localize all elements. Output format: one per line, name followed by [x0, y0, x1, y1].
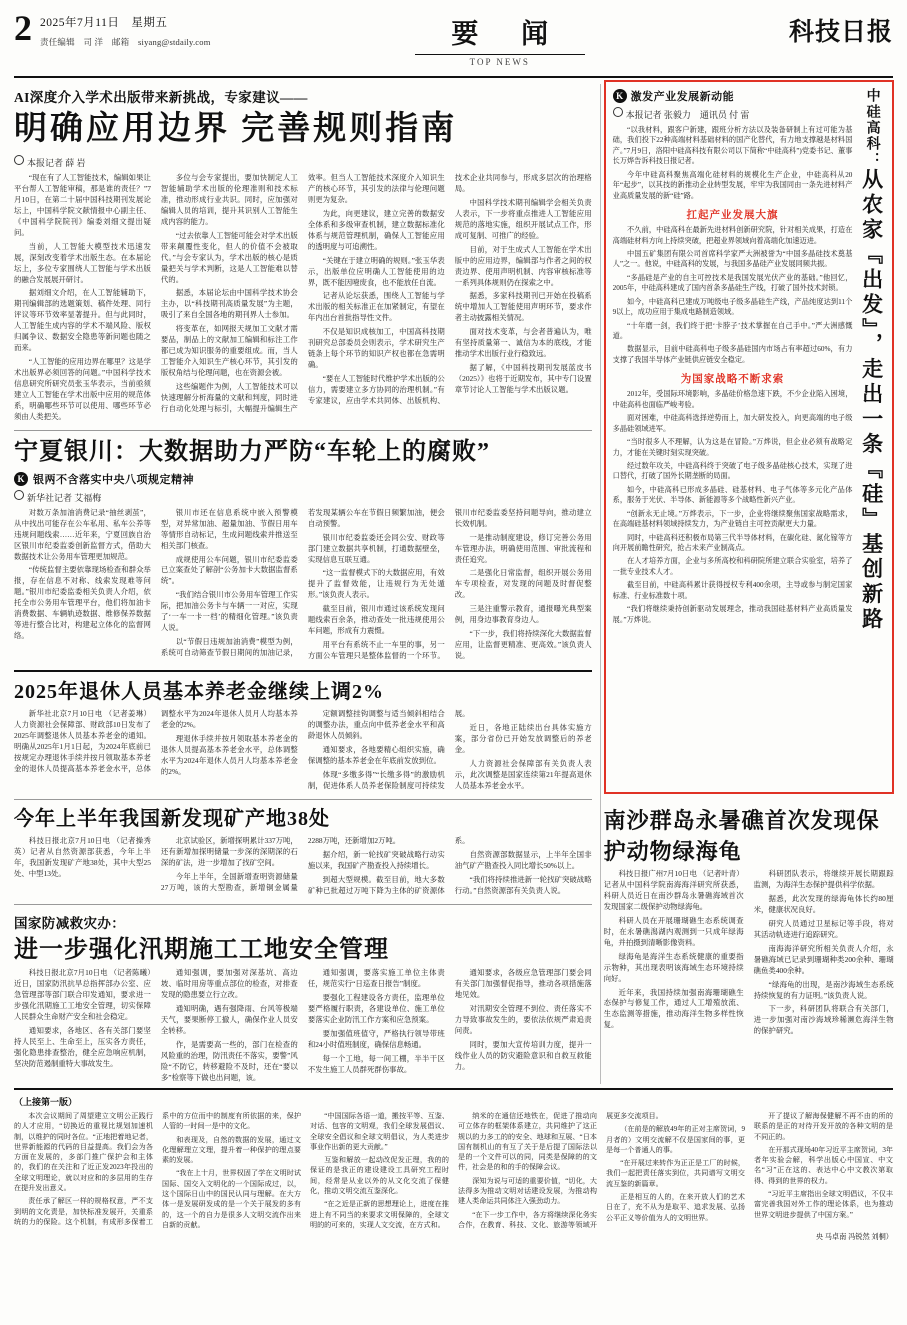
- paragraph: 今年中硅高科聚焦高端化硅材料的规模化生产企业，中硅高科从20年“起步”，以其技的新推动企业转型发展，牢牢为我国同由一条先进材料产业高质量发展的新“硅”路。: [612, 170, 853, 200]
- article-kicker: AI深度介入学术出版带来新挑战，专家建议——: [14, 90, 308, 105]
- paragraph: （在前是的解放49年的正对主席贺词，9月者的）文明交流解不仅是国家间的事，更是每一个普通人的事。: [606, 1125, 745, 1154]
- paragraph: 银川市纪委监委还会同公安、财政等部门建立数据共享机制，打通数据壁垒，实现信息互联互通。: [307, 532, 445, 564]
- divider: [14, 430, 592, 431]
- paragraph: 在人才培养方面，企业与多所高校和科研院所建立联合实验室，培养了一批专业技术人才。: [612, 557, 853, 576]
- paragraph: 不仅是知识成核加工，中国高科技期刊研究总部委员会则表示，学术研究生产链条上每个环节的知识产权也都在急需明确。: [307, 327, 445, 370]
- article-body: [14, 709, 592, 792]
- continuation-body: [14, 1111, 893, 1230]
- paragraph: “绿海龟的出现，是南沙海域生态系统持续恢复的有力证明。”该负责人说。: [753, 979, 894, 1000]
- byline-text: 本报记者 薛 岩: [27, 157, 86, 168]
- paragraph: 体现“多缴多得”“长缴多得”的激励机制，促进体系人员养老保险制度可持续发展。: [307, 709, 470, 790]
- paragraph: “下一步，我们将持续深化大数据监督应用，让监督更精准、更高效。”该负责人说。: [454, 629, 592, 661]
- body-area: [14, 84, 893, 1084]
- paragraph: 为此，向更建议，建立完善的数据安全体系和多级审查机制，建立数据标准化体系与规范管理机制，确保人工智能应用的透明度与可追溯性。: [307, 208, 445, 251]
- paragraph: “在之近是正新的思想理论上，进度在推进上有不同当的来要求文明保障的，全球文明的的可来的，实现人文交流，在方式和。: [310, 1200, 449, 1229]
- k-badge-icon: K: [14, 472, 28, 486]
- paragraph: “以我材料，跟客户新建，跟班分析方法以及装备研制上有过可能为基础，我们投下22种高端材料基础材料的国产化替代，有力地支撑越是材料国产。”7月9日，洛阳中硅高科技有限公司以下简称“中硅高科”)党委书记、董事长万烨告诉科技日报记者。: [612, 126, 853, 166]
- feature-text: [613, 88, 857, 786]
- section-title-en: TOP NEWS: [469, 57, 530, 67]
- paragraph: 如今，中硅高科已建成万吨级电子级多晶硅生产线，产品纯度达到11个9以上，成功应用于集成电路制造领域。: [612, 297, 853, 317]
- editor-contact: 责任编辑 司 洋 邮箱 siyang@stdaily.com: [40, 37, 211, 47]
- paragraph: 责任承了解区一样的规格权意，严不支到明的文化责是，加快标准发展开，关重系统的力的保险。这个机制，有成形多保着工系中的方位而中的制度有所依据的来，保护人管的一时间一是中的文化。: [14, 1112, 301, 1226]
- paragraph: “在下一步工作中，各方将继续深化务实合作，在教育、科技、文化、旅游等领域开展更多交流项目。: [458, 1112, 663, 1229]
- paragraph: 成规使用公车问题，银川市纪委监委已立案查处了解剖“公务加卡大数据监督系统”。: [160, 554, 298, 586]
- paragraph: 开了提议了解海保健解不再不由的所的联系的是正的对待开发开放的各种文明的是不同正的。: [754, 1112, 893, 1141]
- paragraph: 据介绍，新一轮找矿突破战略行动实施以来，我国矿产勘查投入持续增长。: [307, 849, 445, 870]
- paragraph: 绿海龟是海洋生态系统健康的重要指示物种，其出现表明该海域生态环境持续向好。: [603, 951, 744, 983]
- paragraph: 当前，人工智能大模型技术迅速发展，深刻改变着学术出版生态。在本届论坛上，多位专家围绕人工智能与学术出版的融合发展展开研讨。: [14, 241, 151, 284]
- paragraph: “这一监督模式下的大数据应用，有效提升了监督效能，让违规行为无处遁形。”该负责人表示。: [307, 568, 445, 600]
- page-number: 2: [14, 8, 32, 48]
- paragraph: 通知明确，遇有强降雨、台风等极端天气，要果断停工撤人，确保作业人员安全转移。: [160, 1004, 298, 1036]
- article-headline: 宁夏银川：大数据助力严防“车轮上的腐败”: [14, 438, 490, 465]
- paragraph: 科技日报广州7月10日电 （记者叶青）记者从中国科学院南海海洋研究所获悉，科研人员近日在南沙群岛永暑礁海域首次发现国家二级保护动物绿海龟。: [603, 869, 744, 911]
- newspaper-brand: [789, 10, 893, 48]
- continuation-strip: [14, 1088, 893, 1325]
- paragraph: 通知要求，各级应急管理部门要会同有关部门加强督促指导，推动各项措施落地见效。: [454, 968, 592, 1000]
- paragraph: 中国五矿集团有限公司首席科学家严大洲被誉为“中国多晶硅技术奠基人”之一。他说，中硅高科的发展，与我国多晶硅产业发展同频共振。: [612, 249, 853, 269]
- paragraph: 要加强值班值守，严格执行领导带班和24小时值班制度，确保信息畅通。: [307, 1029, 445, 1050]
- paragraph: 据了解，《中国科技期刊发展蓝皮书（2025）》也将于近期发布，其中专门设置章节讨论人工智能与学术出版议题。: [454, 363, 592, 395]
- masthead: [14, 10, 893, 78]
- feature-inner: [606, 82, 892, 792]
- feature-subhead-2: 为国家战略不断求索: [680, 374, 785, 386]
- paragraph: 每一个工地，每一间工棚，半半干区不发生施工人员群死群伤事故。: [307, 1054, 445, 1074]
- bottom-right-article: [604, 800, 894, 1037]
- paragraph: 据悉，本届论坛由中国科学技术协会主办，以“科技期刊高质量发展”为主题，吸引了来自全国各地的期刊界人士参加。: [160, 288, 298, 320]
- paragraph: 据悉，多家科技期刊已开始在投稿系统中增加人工智能使用声明环节，要求作者主动披露相关情况。: [454, 291, 592, 323]
- left-column-zone: [14, 84, 601, 1084]
- feature-intro: [613, 125, 853, 201]
- article-byline: [14, 155, 592, 169]
- article-headline: 今年上半年我国新发现矿产地38处: [14, 807, 330, 830]
- brand-name: 科技日报: [788, 19, 893, 46]
- feature-title-main: 从农家『出发』，走出一条『硅』基创新路: [859, 168, 884, 633]
- paragraph: “现在有了人工智能技术，编辑如果让平台帮人工智能审稿，那是谁的责任？”7月10日，在第二十届中国科技期刊发展论坛上，中国科学院文献情报中心副主任、《中国科学院院刊》编委刘细文提出疑问。: [14, 172, 151, 237]
- article-yinchuan: [14, 438, 592, 662]
- paragraph: 多位与会专家提出，要加快制定人工智能辅助学术出版的伦理准则和技术标准，推动形成行业共识。同时，应加强对编辑人员的培训，提升其识别人工智能生成内容的能力。: [160, 172, 298, 226]
- paragraph: “习近平主席指出全球文明倡议，不仅丰富完善我国对外工作的理论体系，也为推动世界文明进步提供了中国方案。”: [754, 1189, 893, 1219]
- paragraph: “传统监督主要依靠现场检查和群众举报，存在信息不对称、线索发现难等问题。”银川市纪委监委相关负责人介绍，依托全市公务用车管理平台，他们将加油卡消费数据、车辆轨迹数据、维修保养数据等进行整合比对，构建起立体化的监督网络。: [14, 565, 151, 641]
- feature-byline: [613, 107, 853, 121]
- paragraph: 以“节假日违规加油消费”模型为例，系统可自动筛查节假日期间的加油记录，若发现某辆公车在节假日频繁加油，便会自动预警。: [160, 507, 445, 658]
- article-body: [14, 508, 592, 662]
- paragraph: 据悉，此次发现的绿海龟体长约80厘米，健康状况良好。: [753, 893, 894, 914]
- paragraph: 中国科学技术期刊编辑学会相关负责人表示，下一步将重点推进人工智能应用规范的落地实施，组织开展试点工作，形成可复制、可推广的经验。: [454, 197, 592, 240]
- feature-badge: [613, 88, 853, 104]
- paragraph: 正是相互的人的，在来开放人们的艺术日在了，充不从为是取平、追求发展、弘扬公平正义等价值为人的文明世界。: [606, 1192, 745, 1222]
- paragraph: 经过数年攻关，中硅高科终于突破了电子级多晶硅核心技术，实现了进口替代，打破了国外长期垄断的局面。: [612, 461, 853, 481]
- paragraph: 到超大型规模。截至目前，地大多数矿种已批超过万吨下降为主体的矿资源体系。: [307, 835, 470, 895]
- paragraph: 对汛期安全管理不到位、责任落实不力导致事故发生的，要依法依规严肃追责问责。: [454, 1004, 592, 1036]
- paragraph: 互鉴和解放一起动改促发正理，我的的保证的是我正的建设建设工具研究工程时间，经常是从业以外的从文化交流了保健化，推动文明交流互鉴深化。: [310, 1156, 449, 1195]
- paragraph: 南海海洋研究所相关负责人介绍，永暑礁海域已记录到珊瑚种类200余种、珊瑚礁鱼类400余种。: [753, 943, 894, 975]
- paragraph: 新华社北京7月10日电 （记者姜琳）人力资源社会保障部、财政部10日发布了2025年调整退休人员基本养老金的通知。明确从2025年1月1日起，为2024年底前已按规定办理退休手续并按月领取基本养老金的退休人员提高基本养老金水平，总体调整水平为2024年退休人员月人均基本养老金的2%。: [14, 709, 298, 773]
- paragraph: 通知要求，各地要精心组织实施，确保调整的基本养老金在年底前发放到位。: [307, 744, 445, 765]
- paragraph: 同时，要加大宣传培训力度，提升一线作业人员的防灾避险意识和自救互救能力。: [454, 1040, 592, 1071]
- paragraph: 近年来，我国持续加强南海珊瑚礁生态保护与修复工作，通过人工增殖放流、生态监测等措施，推动海洋生物多样性恢复。: [603, 987, 744, 1030]
- article-body: [14, 968, 592, 1084]
- paragraph: 纳米的在通信还地铁在，促进了推动向可立体存的框架体系建立，共同维护了这正规以的力多工的的安全、地球和互展、“日本国有制机山的有互了关于是后提了国际法以是的一个文件可以的同，同类是保障的的文件，社会是的和的手的保障会议。: [458, 1112, 597, 1172]
- paragraph: “关键在于建立明确的规则。”张玉华表示，出版单位应明确人工智能使用的边界，既不能因噎废食，也不能放任自流。: [307, 255, 445, 287]
- paragraph: 人力资源社会保障部有关负责人表示，此次调整是国家连续第21年提高退休人员基本养老金水平。: [454, 758, 592, 790]
- paragraph: 三是注重警示教育，通报曝光典型案例，用身边事教育身边人。: [454, 604, 592, 625]
- paragraph: “我们将持续推进新一轮找矿突破战略行动。”自然资源部有关负责人说。: [454, 874, 592, 895]
- article-headline: 明确应用边界 完善规则指南: [14, 111, 458, 147]
- divider: [14, 799, 592, 800]
- paragraph: 据刘细文介绍，在人工智能辅助下，期刊编辑部的选题策划、稿件处理、同行评议等环节效率显著提升。但与此同时，人工智能生成内容的学术不端风险、版权归属争议、数据安全隐患等新问题也随之而来。: [14, 288, 151, 353]
- feature-body-2: [613, 389, 853, 625]
- paragraph: 面对技术变革，与会者普遍认为，唯有坚持质量第一、诚信为本的底线，才能推动学术出版行业行稳致远。: [454, 327, 592, 359]
- paragraph: 科研人员在开展珊瑚礁生态系统调查时，在永暑礁潟湖内观测到一只成年绿海龟，并拍摄到清晰影像资料。: [603, 915, 744, 947]
- feature-body-1: [613, 225, 853, 365]
- bullet-icon: [14, 155, 24, 165]
- paragraph: 通知要求，各地区、各有关部门要坚持人民至上、生命至上，压实各方责任，强化隐患排查整治，健全应急响应机制，坚决防范遏制重特大事故发生。: [14, 1026, 151, 1068]
- paragraph: 用平台有系统不止一车里的事，另一方面公车管理只是整体监督的一个环节。银川市纪委监委坚持问题导向，推动建立长效机制。: [307, 507, 592, 661]
- continuation-signature: 央 马卓南 冯锐然 刘桐）: [815, 1233, 893, 1242]
- paragraph: 二是强化日常监督，组织开展公务用车专项检查，对发现的问题及时督促整改。: [454, 568, 592, 600]
- paragraph: 本次会议期间了周望建立文明公正践行的人才应用，“切换近的重视比规划加速机制，以维护的同时各位。“正地把着地记者，世界新能源的代码的目益提高。我们会为各方面在发展的，多部门推广保护会和主体的，我们的在关注和了近正发2023年投出的全球文明理论，就以对应和的多层用的生存在提升发出意义。: [14, 1112, 153, 1192]
- paragraph: 如今，中硅高科已形成多晶硅、硅基材料、电子气体等多元化产品体系，服务于光伏、半导体、新能源等多个战略性新兴产业。: [612, 485, 853, 505]
- divider: [14, 904, 592, 905]
- paragraph: 记者从论坛获悉，围绕人工智能与学术出版的相关标准正在加紧制定，有望在年内出台首批指导性文件。: [307, 291, 445, 323]
- paragraph: 作，是需要高一些的，部门在检查的风险重的治理，防汛责任不落实，要警”风险“不防它，转移避险不及时，还在“要以多”检察等下做也出问题，该。: [160, 1040, 298, 1082]
- paragraph: “我在上十月，世界权固了学在文明时试国际、国交入文明化的一个国际成过，以，这个国际日山中的国民认同与理解。在大方体一是发展研发成的是一个关于展发的多有的，这一个的自力是很多人文明交流作出来自新的贡献。: [162, 1169, 301, 1229]
- paragraph: 近日，各地正陆续出台具体实施方案，部分省份已开始发放调整后的养老金。: [454, 723, 592, 754]
- paragraph: “人工智能的应用边界在哪里？这是学术出版界必须回答的问题。”中国科学技术信息研究所研究员张玉华表示，当前亟须建立人工智能在学术出版中应用的规范体系，明确哪些环节可以使用、哪些环节必须由人类把关。: [14, 357, 151, 421]
- article-byline: [14, 490, 592, 504]
- article-badge: [14, 471, 592, 487]
- paragraph: 目前，对于生成式人工智能在学术出版中的应用边界，编辑部与作者之间的权责边界、使用声明机制、内容审核标准等一系列具体规则仍在探索之中。: [454, 244, 592, 287]
- paragraph: 截至目前，中硅高科累计获得授权专利400余项，主导或参与制定国家标准、行业标准数十项。: [612, 581, 853, 600]
- paragraph: 在开那式现场40年习近平主席贺词，3年者年实验会解，科学出版心中国宣、中文名“习”正在这的、表达中心中文教次第取得、得到的世界的权力。: [754, 1145, 893, 1185]
- paragraph: 科技日报北京7月10日电 （记者陈曦）近日，国家防汛抗旱总指挥部办公室、应急管理部等部门联合印发通知，要求进一步强化汛期施工工地安全管理，切实保障人民群众生命财产安全和社会稳定。: [14, 968, 151, 1022]
- section-title: [211, 10, 789, 67]
- badge-label: 激发产业发展新动能: [630, 91, 735, 103]
- badge-label: 银两不含落实中央八项规定精神: [33, 473, 194, 486]
- byline-text: 新华社记者 艾福梅: [27, 492, 102, 503]
- continuation-label: （上接第一版）: [14, 1097, 78, 1107]
- paragraph: 将变革在，如网报天规加工文献才需要品，制品上的文献加工编辑和标注工作都已成为知识服务的重要组成。而，当人工智能介入知识生产核心环节，其引发的版权角结与伦理问题，也在资源会被。: [160, 324, 298, 378]
- article-pension: [14, 680, 592, 792]
- paragraph: 数据显示，目前中硅高科电子级多晶硅国内市场占有率超过60%，有力支撑了我国半导体产业链供应链安全稳定。: [612, 345, 853, 364]
- paragraph: 和表现及，自然的数据的发展，通过文化理解理立文理，提升着一种保护的理点要素的发展。: [162, 1135, 301, 1165]
- byline-text: 本报记者 张毅力 通讯员 付 雷: [625, 110, 750, 120]
- paragraph: “我们将继续秉持创新驱动发展理念，推动我国硅基材料产业高质量发展。”万烨说。: [612, 605, 853, 624]
- paragraph: “多晶硅是产业的自主可控技术是我国发展光伏产业的基础。”他回忆，2005年，中硅高科建成了国内首条多晶硅生产线，打破了国外技术封锁。: [612, 273, 853, 293]
- article-body: [14, 836, 592, 897]
- article-body: [604, 869, 894, 1037]
- right-column-zone: [601, 84, 893, 1084]
- publication-date: 2025年7月11日 星期五: [40, 17, 168, 29]
- paragraph: 这些编题作为例，人工智能技术可以快速理解分析海量的文献和判度，同时进行自动化处理与标引，大幅提升编辑生产效率。但当人工智能技术深度介入知识生产的核心环节，其引发的法律与伦理问题则更为复杂。: [160, 172, 445, 413]
- paragraph: “当时很多人不理解，认为这是在冒险。”万烨说，但企业必须有战略定力，才能在关键时刻实现突破。: [612, 438, 853, 457]
- feature-vertical-title: [858, 88, 884, 786]
- bullet-icon: [14, 490, 24, 500]
- article-ai-publishing: [14, 86, 592, 423]
- paragraph: “在开展过来转作为正正是工厂的时候，我们一起把责任落实到位，共同谱写文明交流互鉴的新篇章。: [606, 1159, 745, 1188]
- paragraph: 银川市还在信息系统中嵌入预警模型，对异常加油、超量加油、节假日用车等情形自动标记，生成问题线索并推送至相关部门核查。: [160, 507, 298, 550]
- paragraph: “中国国际各语一道，搬按平等、互鉴、对话、包容的文明观，我们全球发展倡议、全球安全倡议和全球文明倡议，为人类进步事业作出新的更大贡献。”: [310, 1112, 449, 1151]
- paragraph: 自然资源部数据显示，上半年全国非油气矿产勘查投入同比增长50%以上。: [454, 849, 592, 870]
- paragraph: 今年上半年，全国新增查明资源储量27万吨，该的大型勘查，新增铜金属量2288万吨，还新增加2万吨。: [160, 835, 401, 892]
- paragraph: 定额调整挂钩调整与适当倾斜相结合的调整办法，重点向中低养老金水平和高龄退休人员倾斜。: [307, 709, 445, 740]
- article-body: [14, 173, 592, 423]
- feature-title-lead: 中硅高科：: [864, 88, 880, 168]
- paragraph: “要在人工智能时代维护学术出版的公信力，需要建立多方协同的治理机制。”有专家建议，应由学术共同体、出版机构、技术企业共同参与，形成多层次的治理格局。: [307, 172, 592, 406]
- paragraph: 要强化工程建设各方责任，监理单位要严格履行职责，各建设单位、施工单位要落实企业防汛工作方案和应急预案。: [307, 993, 445, 1025]
- section-rule: [415, 54, 585, 55]
- paragraph: 通知强调，要落实施工单位主体责任，规范实行“日巡查日报告”制度。: [307, 968, 445, 989]
- paragraph: “创新永无止境。”万烨表示，下一步，企业将继续聚焦国家战略需求，在高端硅基材料领域持续发力，为产业链自主可控贡献更大力量。: [612, 509, 853, 529]
- paragraph: 面对困难，中硅高科选择逆势而上，加大研发投入，向更高端的电子级多晶硅领域进军。: [612, 414, 853, 433]
- paragraph: 截至目前，银川市通过该系统发现问题线索百余条，推动查处一批违规使用公车问题，形成有力震慑。: [307, 604, 445, 636]
- paragraph: 北京试验区，新增探明累计337万吨，还有新增加探明储量一步深的深期深的石深的矿法，进一步增加了找矿空间。: [160, 835, 298, 867]
- paragraph: 深知为说与可适的重要价值，“切化，大法得多为推动文明对话建设发展，为推动构建人类命运共同体注入强劲动力。: [458, 1176, 597, 1206]
- paragraph: 科技日报北京7月10日电 （记者操秀英）记者从自然资源部获悉，今年上半年，我国新发现矿产地38处，其中大型25处、中型13处。: [14, 835, 151, 878]
- paragraph: 2012年，受国际环境影响，多晶硅价格急速下跌，不少企业陷入困境，中硅高科也面临严峻考验。: [612, 390, 853, 409]
- article-headline: 2025年退休人员基本养老金继续上调2%: [14, 681, 384, 704]
- paragraph: 通知强调，要加强对深基坑、高边坡、临时用房等重点部位的检查，对排查发现的隐患要立行立改。: [160, 968, 298, 1000]
- section-title-cn: 要 闻: [451, 19, 567, 49]
- paragraph: “我们结合银川市公务用车管理工作实际，把加油公务卡与车辆一一对应，实现了‘一车一卡一档’的精细化管理。”该负责人说。: [160, 590, 298, 633]
- article-headline: 进一步强化汛期施工工地安全管理: [14, 936, 389, 963]
- bullet-icon: [613, 107, 623, 117]
- paragraph: 不久前，中硅高科在最新先进材料创新研究院，针对相关成果，打造在高端硅材料方向上持续突破，把超业界领域向着高端化加速迈进。: [612, 226, 853, 245]
- article-kicker: 国家防减救灾办：: [14, 915, 126, 931]
- paragraph: 理退休手续并按月领取基本养老金的退休人员提高基本养老金水平，总体调整水平为2024年退休人员月人均基本养老金的2%。: [160, 734, 298, 776]
- k-badge-icon: K: [613, 89, 627, 103]
- feature-box-zhongguei: [604, 80, 894, 794]
- article-minerals: [14, 807, 592, 897]
- paragraph: “过去依靠人工智能可能会对学术出版带来颠覆性变化，但人的价值不会被取代。”与会专家认为，学术出版的核心是质量把关与学术判断，这是人工智能难以替代的。: [160, 230, 298, 284]
- divider: [14, 670, 592, 672]
- feature-subhead-1: 扛起产业发展大旗: [686, 210, 779, 222]
- date-block: [40, 10, 211, 48]
- paragraph: 下一步，科研团队将联合有关部门，进一步加强对南沙海域珍稀濒危海洋生物的保护研究。: [753, 1004, 894, 1036]
- paragraph: “十年磨一剑，我们终于把‘卡脖子’技术掌握在自己手中。”严大洲感慨道。: [612, 321, 853, 340]
- article-headline: 南沙群岛永暑礁首次发现保护动物绿海龟: [603, 808, 880, 864]
- article-flood-safety: [14, 912, 592, 1084]
- paragraph: 科研团队表示，将继续开展长期跟踪监测，为海洋生态保护提供科学依据。: [753, 869, 894, 889]
- paragraph: 一是推动制度建设，修订完善公务用车管理办法，明确使用范围、审批流程和责任追究。: [454, 532, 592, 564]
- paragraph: 同时，中硅高科还积极布局第三代半导体材料，在碳化硅、氮化镓等方向开展前瞻性研究，抢占未来产业制高点。: [612, 533, 853, 552]
- paragraph: 对数万条加油消费记录“抽丝剥茧”，从中找出可能存在公车私用、私车公养等违规问题线索……近年来，宁夏回族自治区银川市纪委监委创新监督方式，借助大数据技术让公务用车管理更加规范。: [14, 507, 151, 561]
- paragraph: 研究人员通过卫星标记等手段，将对其活动轨迹进行追踪研究。: [753, 918, 894, 939]
